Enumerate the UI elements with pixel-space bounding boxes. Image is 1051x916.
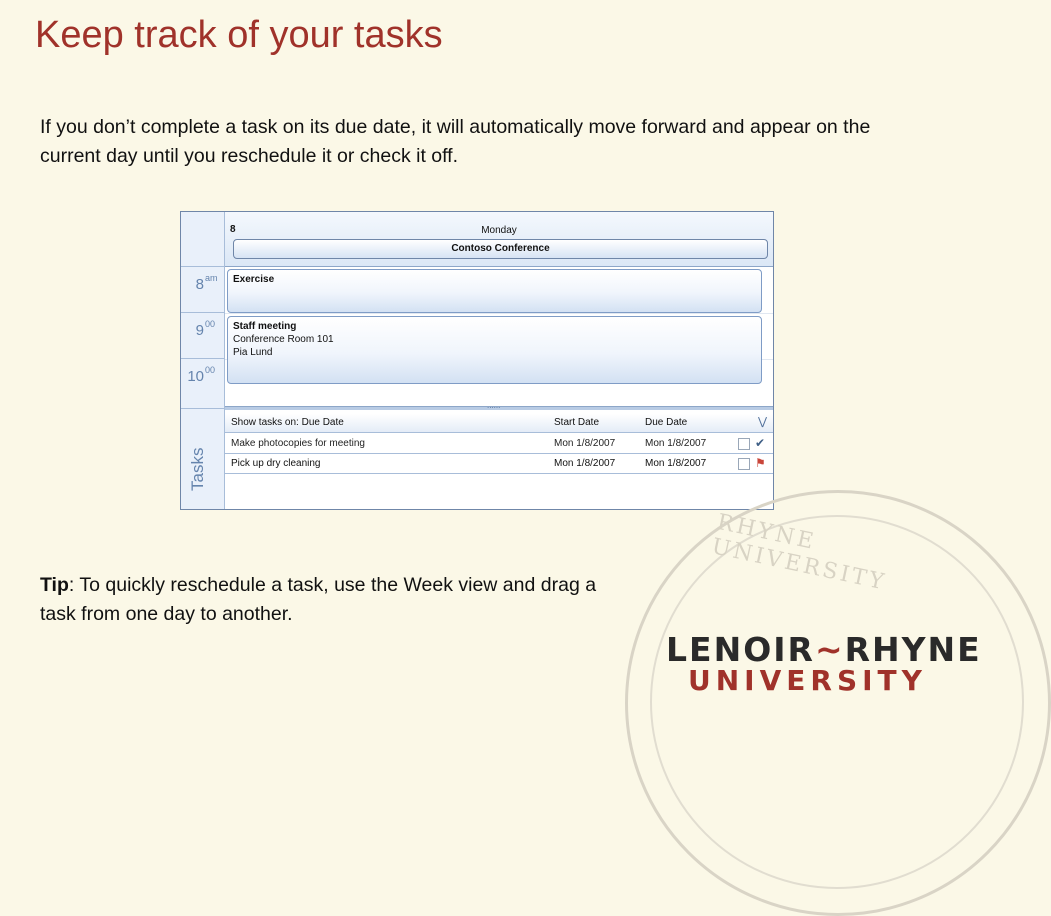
tasks-side-label bbox=[181, 408, 224, 510]
column-subject[interactable]: Show tasks on: Due Date bbox=[231, 417, 344, 428]
appointment-title: Exercise bbox=[233, 274, 275, 285]
time-suffix: am bbox=[205, 273, 218, 283]
task-subject: Pick up dry cleaning bbox=[231, 458, 321, 469]
logo-lenoir: LENOIR bbox=[666, 630, 815, 669]
grid-line bbox=[225, 313, 773, 314]
time-grid[interactable] bbox=[225, 267, 773, 406]
task-checkbox[interactable] bbox=[738, 458, 750, 470]
task-due: Mon 1/8/2007 bbox=[645, 438, 707, 449]
checkmark-icon[interactable]: ✔ bbox=[755, 436, 766, 450]
seal-text: RHYNE UNIVERSITY bbox=[709, 509, 889, 596]
appointment-organizer: Pia Lund bbox=[233, 347, 273, 358]
day-number[interactable]: 8 bbox=[230, 224, 236, 235]
time-gutter bbox=[181, 212, 225, 509]
tip-text bbox=[40, 571, 620, 629]
task-checkbox[interactable] bbox=[738, 438, 750, 450]
column-due-date[interactable]: Due Date bbox=[645, 417, 688, 428]
slide-title: Keep track of your tasks bbox=[35, 14, 443, 56]
task-subject: Make photocopies for meeting bbox=[231, 438, 365, 449]
task-start: Mon 1/8/2007 bbox=[554, 458, 616, 469]
tip-body: : To quickly reschedule a task, use the Week view and drag a task from one day to another. bbox=[40, 574, 597, 625]
tip-label: Tip bbox=[40, 574, 69, 596]
calendar-screenshot bbox=[180, 211, 774, 510]
time-suffix: 00 bbox=[205, 365, 216, 375]
appointment-staff-meeting[interactable] bbox=[227, 316, 762, 384]
time-hour: 8 bbox=[195, 276, 204, 293]
time-slot-9 bbox=[181, 312, 224, 357]
day-name: Monday bbox=[481, 225, 517, 236]
grip-icon: ...... bbox=[487, 401, 501, 410]
time-hour: 9 bbox=[195, 322, 204, 339]
intro-text: If you don’t complete a task on its due date, it will automatically move forward and appear on the current day until you reschedule it or check it off. bbox=[40, 116, 871, 167]
appointment-title: Staff meeting bbox=[233, 321, 297, 332]
task-row[interactable] bbox=[225, 454, 773, 474]
logo-dash: ~ bbox=[814, 630, 845, 669]
all-day-event[interactable]: Contoso Conference bbox=[233, 239, 768, 259]
pane-splitter[interactable] bbox=[225, 401, 773, 410]
time-suffix: 00 bbox=[205, 319, 216, 329]
task-start: Mon 1/8/2007 bbox=[554, 438, 616, 449]
chevron-down-icon[interactable]: ⋁ bbox=[758, 416, 768, 428]
day-header bbox=[225, 212, 773, 267]
task-due: Mon 1/8/2007 bbox=[645, 458, 707, 469]
appointment-exercise[interactable] bbox=[227, 269, 762, 313]
task-row[interactable] bbox=[225, 434, 773, 454]
time-slot-8 bbox=[181, 266, 224, 311]
logo-rhyne: RHYNE bbox=[844, 630, 982, 669]
appointment-location: Conference Room 101 bbox=[233, 334, 334, 345]
flag-icon[interactable]: ⚑ bbox=[755, 456, 766, 470]
logo-university: UNIVERSITY bbox=[688, 664, 927, 697]
column-start-date[interactable]: Start Date bbox=[554, 417, 600, 428]
time-hour: 10 bbox=[187, 368, 204, 385]
time-slot-10 bbox=[181, 358, 224, 403]
task-list-header bbox=[225, 414, 773, 433]
day-view bbox=[225, 212, 773, 509]
tasks-label: Tasks bbox=[188, 447, 207, 491]
